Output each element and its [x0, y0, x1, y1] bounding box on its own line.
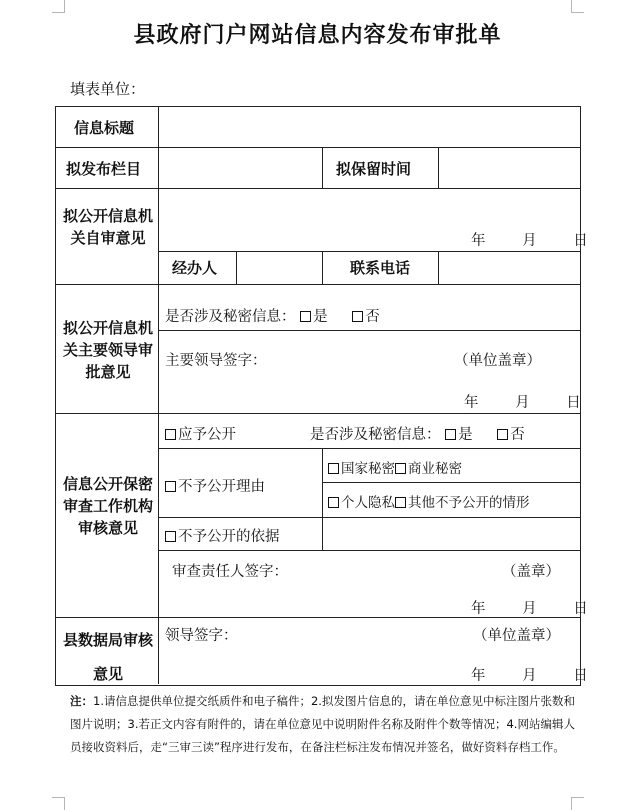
phone-label: 联系电话 — [350, 259, 411, 277]
not-disclose-reason-option: 不予公开理由 — [165, 475, 265, 496]
secret-type-options-row1: 国家秘密 商业秘密 — [328, 457, 462, 477]
retention-label: 拟保留时间 — [336, 160, 412, 178]
retention-field[interactable] — [440, 149, 578, 187]
bureau-seal-label: （单位盖章） — [473, 628, 560, 644]
state-secret-checkbox[interactable] — [328, 463, 339, 474]
crop-mark — [52, 0, 65, 13]
leader-secret-question: 是否涉及秘密信息： 是 否 — [165, 309, 380, 325]
not-disclose-basis-option: 不予公开的依据 — [165, 525, 280, 546]
leader-seal-label: （单位盖章） — [454, 353, 541, 369]
self-review-label: 拟公开信息机关自审意见 — [63, 207, 154, 247]
handler-label: 经办人 — [172, 259, 218, 277]
confidential-date: 年 月 日 — [471, 601, 588, 617]
footnote: 注：1.请信息提供单位提交纸质件和电子稿件；2.拟发图片信息的，请在单位意见中标注图片张数和图片说明；3.若正文内容有附件的，请在单位意见中说明附件名称及附件个数等情况；4.网站编辑人员接收资料后，走“三审三读”程序进行发布，在备注栏标注发布情况并签名，做好资料存档工作。 — [70, 694, 575, 754]
confidential-no-checkbox[interactable] — [497, 429, 508, 440]
leader-no-checkbox[interactable] — [352, 311, 363, 322]
privacy-checkbox[interactable] — [328, 497, 339, 508]
column-label: 拟发布栏目 — [66, 160, 142, 178]
column-field[interactable] — [160, 149, 320, 187]
confidential-review-label: 信息公开保密审查工作机构审核意见 — [62, 475, 153, 537]
crop-mark — [52, 797, 65, 810]
reviewer-sign-label: 审查责任人签字： — [172, 564, 288, 580]
should-disclose-checkbox[interactable] — [165, 429, 176, 440]
confidential-yes-checkbox[interactable] — [445, 429, 456, 440]
info-title-label: 信息标题 — [74, 119, 135, 137]
business-secret-checkbox[interactable] — [395, 463, 406, 474]
bureau-review-label: 县数据局审核意见 — [62, 631, 153, 683]
leader-sign-label: 主要领导签字： — [165, 353, 267, 369]
confidential-secret-question: 是否涉及秘密信息： 是 否 — [310, 427, 525, 443]
self-review-date: 年 月 日 — [471, 233, 588, 249]
fill-unit-label: 填表单位： — [70, 80, 146, 98]
phone-field[interactable] — [440, 253, 578, 283]
bureau-sign-label: 领导签字： — [165, 628, 238, 644]
should-disclose-option: 应予公开 — [165, 423, 236, 444]
other-case-checkbox[interactable] — [395, 497, 406, 508]
info-title-field[interactable] — [160, 108, 578, 146]
handler-field[interactable] — [238, 253, 320, 283]
not-disclose-basis-checkbox[interactable] — [165, 531, 176, 542]
page-title: 县政府门户网站信息内容发布审批单 — [133, 23, 502, 48]
leader-date: 年 月 日 — [464, 395, 581, 411]
secret-type-options-row2: 个人隐私 其他不予公开的情形 — [328, 491, 530, 511]
bureau-date: 年 月 日 — [471, 668, 588, 684]
reviewer-seal-label: （盖章） — [502, 564, 560, 580]
leader-yes-checkbox[interactable] — [300, 311, 311, 322]
leader-approval-label: 拟公开信息机关主要领导审批意见 — [62, 319, 153, 381]
crop-mark — [571, 0, 584, 13]
not-disclose-reason-checkbox[interactable] — [165, 481, 176, 492]
crop-mark — [571, 797, 584, 810]
